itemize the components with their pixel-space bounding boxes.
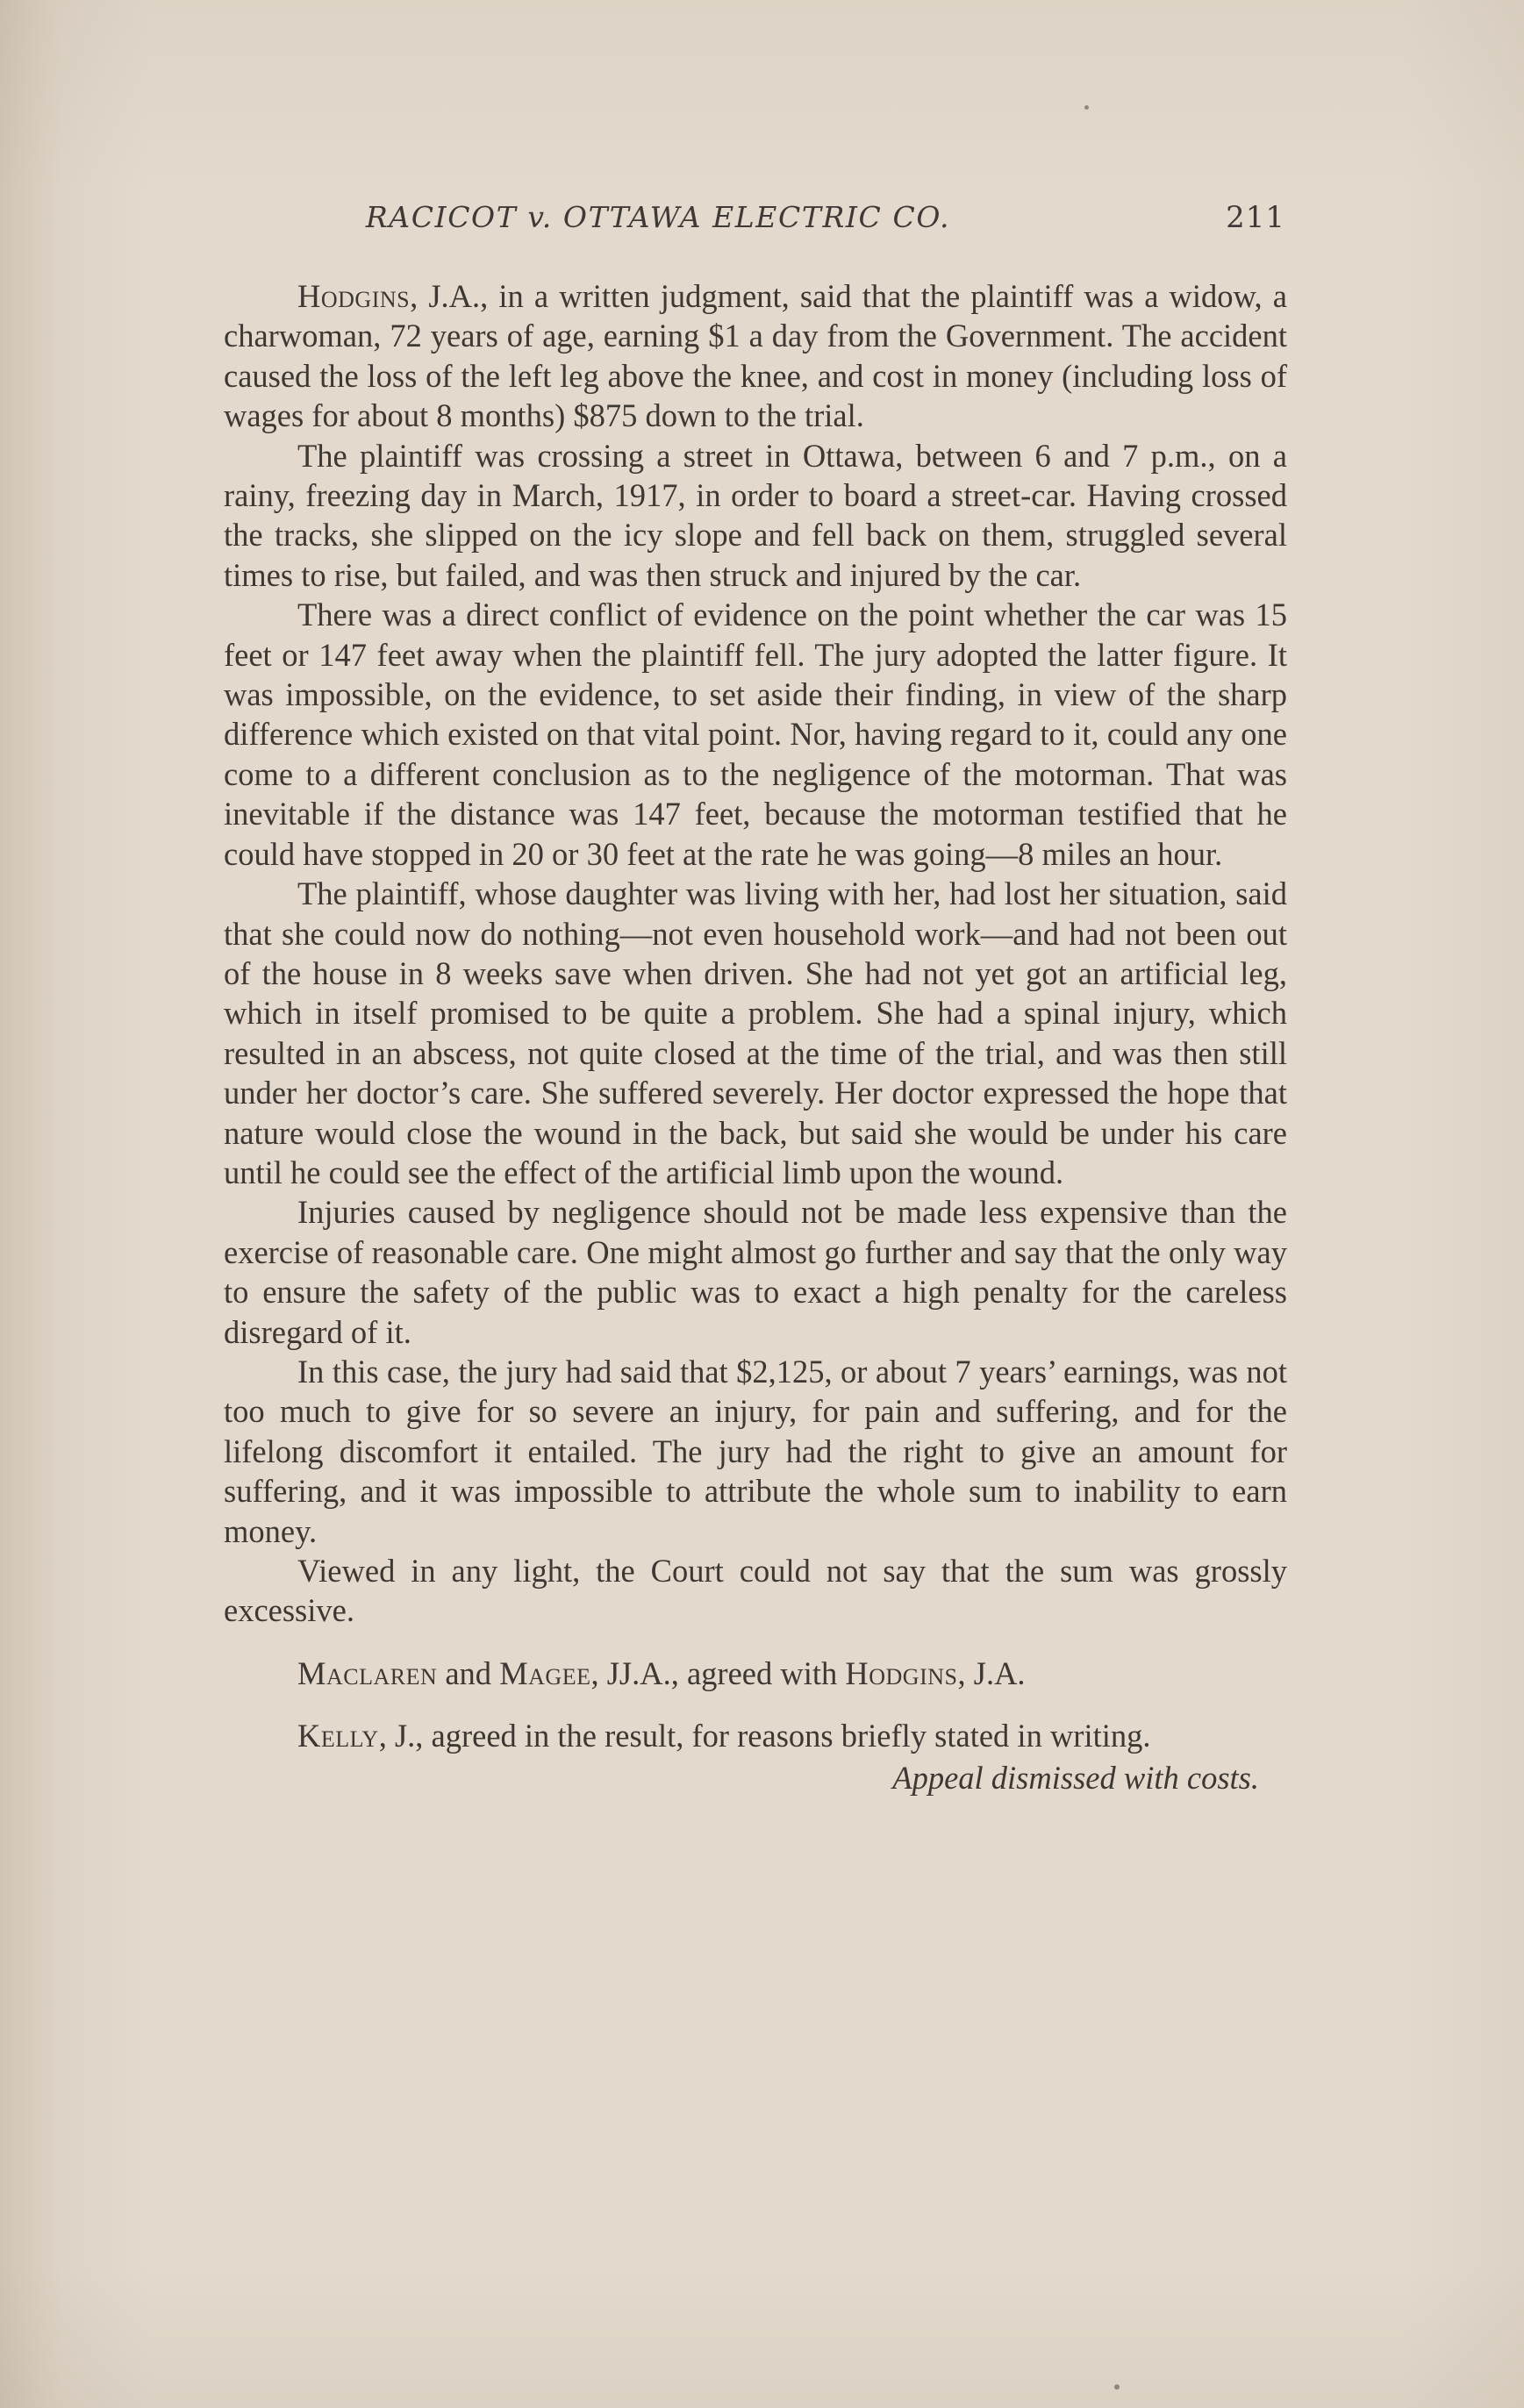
ink-speck	[1114, 2384, 1120, 2390]
judge-name: Hodgins	[297, 278, 411, 314]
connector-text: and	[437, 1654, 500, 1691]
judge-name: Magee	[499, 1654, 591, 1691]
judgment-text	[224, 276, 1287, 1797]
connector-text: , JJ.A., agreed with	[590, 1654, 846, 1691]
disposition: Appeal dismissed with costs.	[892, 1759, 1259, 1796]
paragraph-text: , J., agreed in the result, for reasons briefly stated in writing.	[378, 1718, 1151, 1754]
separate-opinion	[224, 1716, 1287, 1755]
ink-speck	[1084, 105, 1089, 110]
connector-text: , J.A.	[957, 1654, 1026, 1691]
paragraph: The plaintiff, whose daughter was living with her, had lost her situation, said that she could now do nothing—not even household work—and had not been out of the house in 8 weeks save when driven. She had not yet got an artificial leg, which in itself promised to be quite a problem. She had a spinal injury, which resulted in an abscess, not quite closed at the time of the trial, and was then still under her doctor’s care. She suffered severely. Her doctor expressed the hope that nature would close the wound in the back, but said she would be under his care until he could see the effect of the artificial limb upon the wound.	[224, 875, 1287, 1190]
judge-name: Maclaren	[297, 1654, 438, 1691]
paragraph	[224, 276, 1287, 436]
paragraph: There was a direct conflict of evidence on the point whether the car was 15 feet or 147 feet away when the plaintiff fell. The jury adopted the latter figure. It was impossible, on the evidence, to set aside their finding, in view of the sharp difference which existed on that vital point. Nor, having regard to it, could any one come to a different conclusion as to the negligence of the motorman. That was inevitable if the distance was 147 feet, because the motorman testified that he could have stopped in 20 or 30 feet at the rate he was going—8 miles an hour.	[224, 597, 1287, 872]
running-head: RACICOT v. OTTAWA ELECTRIC CO.	[365, 200, 951, 234]
concurrence	[224, 1654, 1287, 1693]
judge-name: Hodgins	[845, 1654, 958, 1691]
paragraph: The plaintiff was crossing a street in Ottawa, between 6 and 7 p.m., on a rainy, freezing day in March, 1917, in order to board a street-car. Having crossed the tracks, she slipped on the icy slope and fell back on them, struggled several times to rise, but failed, and was then struck and injured by the car.	[224, 437, 1287, 593]
paragraph: Injuries caused by negligence should not be made less expensive than the exercise of reasonable care. One might almost go further and say that the only way to ensure the safety of the public was to exact a high penalty for the careless disregard of it.	[224, 1194, 1287, 1350]
paragraph: In this case, the jury had said that $2,125, or about 7 years’ earnings, was not too much to give for so severe an injury, for pain and suffering, and for the lifelong discomfort it entailed. The jury had the right to give an amount for suffering, and it was impossible to attribute the whole sum to inability to earn money.	[224, 1353, 1287, 1549]
judge-name: Kelly	[297, 1718, 379, 1754]
page-number: 211	[1226, 200, 1285, 235]
paragraph-text: , J.A., in a written judgment, said that the plaintiff was a widow, a charwoman, 72 years of age, earning $1 a day from the Government. The accident caused the loss of the left leg above the knee, and cost in money (including loss of wages for about 8 months) $875 down to the trial.	[224, 278, 1287, 434]
page-header	[219, 195, 1285, 239]
paragraph: Viewed in any light, the Court could not say that the sum was grossly excessive.	[224, 1553, 1287, 1629]
